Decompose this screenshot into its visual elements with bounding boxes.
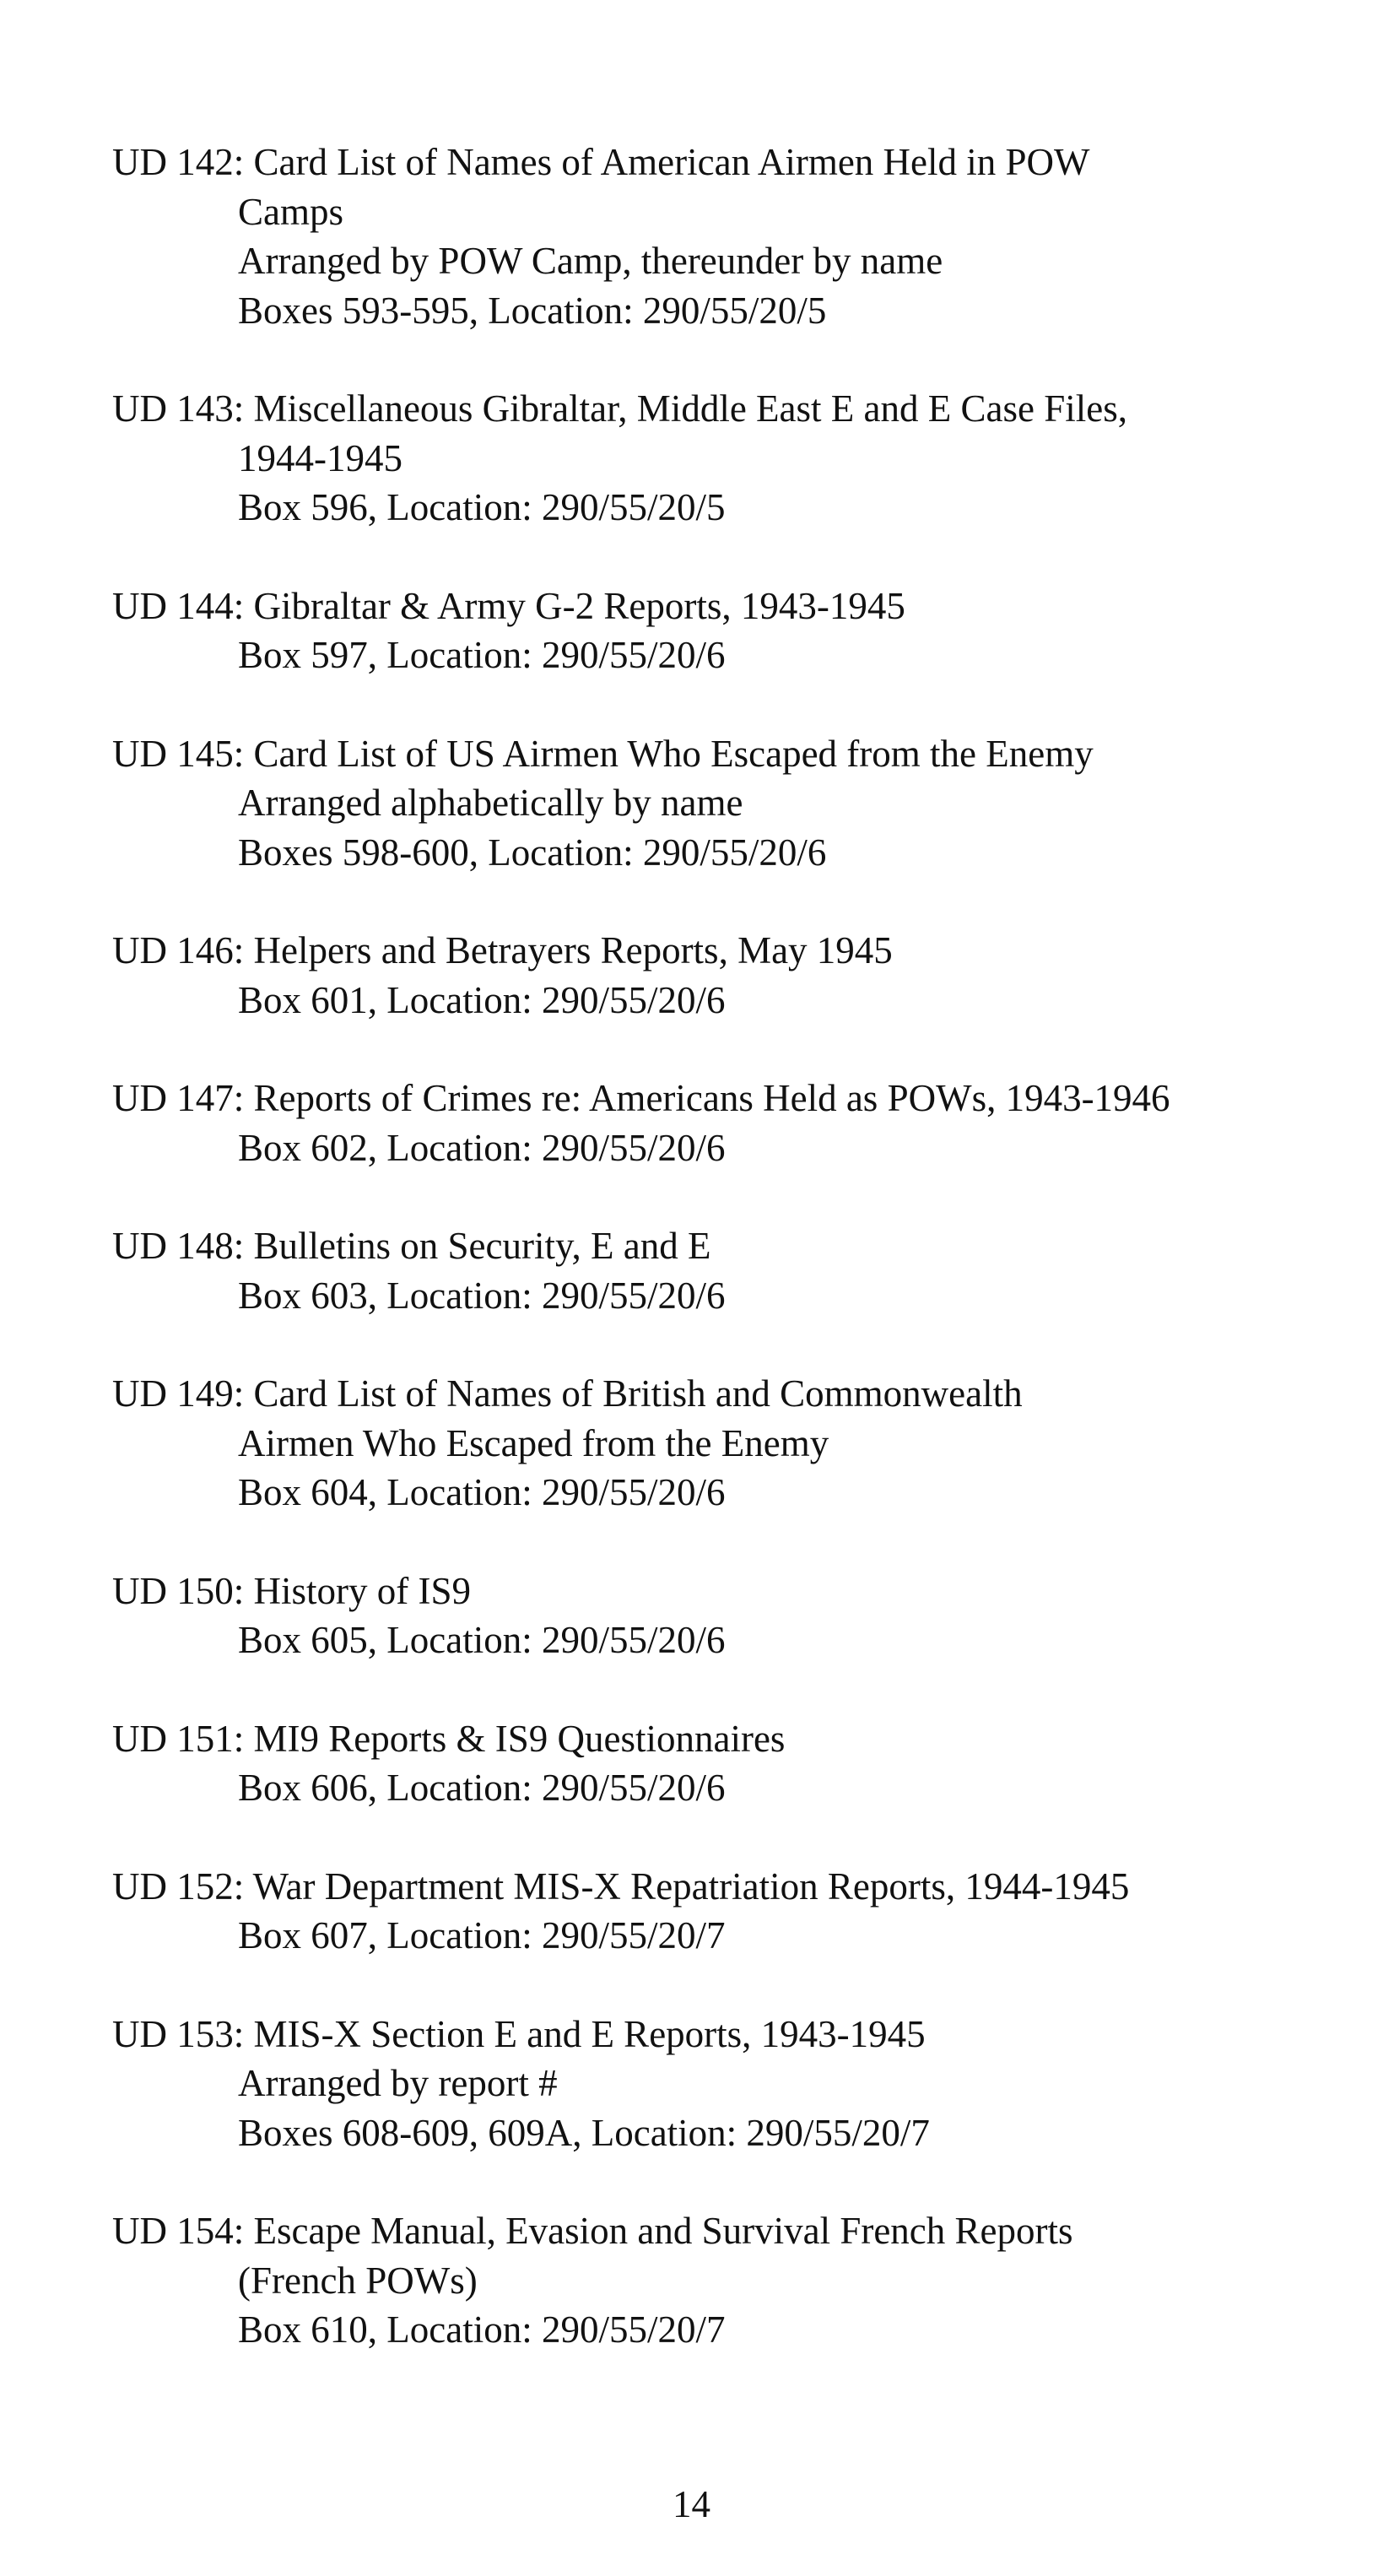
entry-title-continued: Camps <box>238 190 344 233</box>
entry-title: UD 146: Helpers and Betrayers Reports, May 1945 <box>112 929 893 971</box>
entry-location: Boxes 608-609, 609A, Location: 290/55/20/7 <box>238 2111 930 2154</box>
entry-location: Box 604, Location: 290/55/20/6 <box>238 1471 726 1513</box>
entry-title: UD 145: Card List of US Airmen Who Escaped from the Enemy <box>112 732 1094 775</box>
entry-title-continued: (French POWs) <box>238 2259 478 2302</box>
entry-title: UD 152: War Department MIS-X Repatriation Reports, 1944-1945 <box>112 1864 1130 1908</box>
entry-title: UD 143: Miscellaneous Gibraltar, Middle East E and E Case Files, <box>112 387 1127 430</box>
entry-ud-153 <box>112 2010 1344 2158</box>
entry-title: UD 151: MI9 Reports & IS9 Questionnaires <box>112 1717 786 1760</box>
entry-title: UD 147: Reports of Crimes re: Americans Held as POWs, 1943-1946 <box>112 1077 1170 1119</box>
entry-location: Box 603, Location: 290/55/20/6 <box>238 1274 726 1317</box>
entry-arrangement: Arranged alphabetically by name <box>238 782 743 824</box>
entry-title: UD 149: Card List of Names of British and Commonwealth <box>112 1372 1023 1415</box>
entry-location: Box 607, Location: 290/55/20/7 <box>238 1914 726 1956</box>
entry-title: UD 153: MIS-X Section E and E Reports, 1943-1945 <box>112 2012 926 2055</box>
entry-location: Box 610, Location: 290/55/20/7 <box>238 2308 726 2351</box>
entry-location: Box 605, Location: 290/55/20/6 <box>238 1619 726 1661</box>
entry-ud-143 <box>112 384 1344 533</box>
entry-ud-144 <box>112 582 1344 680</box>
entry-location: Box 606, Location: 290/55/20/6 <box>238 1767 726 1809</box>
entry-location: Boxes 593-595, Location: 290/55/20/5 <box>238 289 827 332</box>
entry-location: Box 597, Location: 290/55/20/6 <box>238 634 726 676</box>
entry-ud-146 <box>112 926 1344 1025</box>
entry-title: UD 148: Bulletins on Security, E and E <box>112 1225 711 1267</box>
entry-arrangement: Arranged by POW Camp, thereunder by name <box>238 240 943 282</box>
entry-title: UD 144: Gibraltar & Army G-2 Reports, 1943-1945 <box>112 584 905 627</box>
entry-ud-154 <box>112 2206 1344 2355</box>
entry-list <box>112 138 1344 2404</box>
page-number: 14 <box>673 2483 710 2525</box>
entry-ud-148 <box>112 1221 1344 1320</box>
entry-title-continued: 1944-1945 <box>238 436 402 479</box>
entry-ud-152 <box>112 1862 1344 1961</box>
entry-ud-142 <box>112 138 1344 335</box>
entry-ud-151 <box>112 1714 1344 1813</box>
entry-location: Box 602, Location: 290/55/20/6 <box>238 1126 726 1169</box>
entry-arrangement: Arranged by report # <box>238 2062 558 2104</box>
entry-ud-145 <box>112 729 1344 878</box>
entry-location: Box 601, Location: 290/55/20/6 <box>238 978 726 1021</box>
entry-location: Box 596, Location: 290/55/20/5 <box>238 486 726 528</box>
entry-ud-147 <box>112 1074 1344 1172</box>
entry-ud-149 <box>112 1369 1344 1518</box>
entry-location: Boxes 598-600, Location: 290/55/20/6 <box>238 831 827 874</box>
entry-title: UD 142: Card List of Names of American Airmen Held in POW <box>112 141 1090 183</box>
entry-title: UD 150: History of IS9 <box>112 1569 471 1612</box>
entry-ud-150 <box>112 1567 1344 1665</box>
entry-title: UD 154: Escape Manual, Evasion and Survival French Reports <box>112 2210 1073 2252</box>
entry-title-continued: Airmen Who Escaped from the Enemy <box>238 1421 829 1464</box>
